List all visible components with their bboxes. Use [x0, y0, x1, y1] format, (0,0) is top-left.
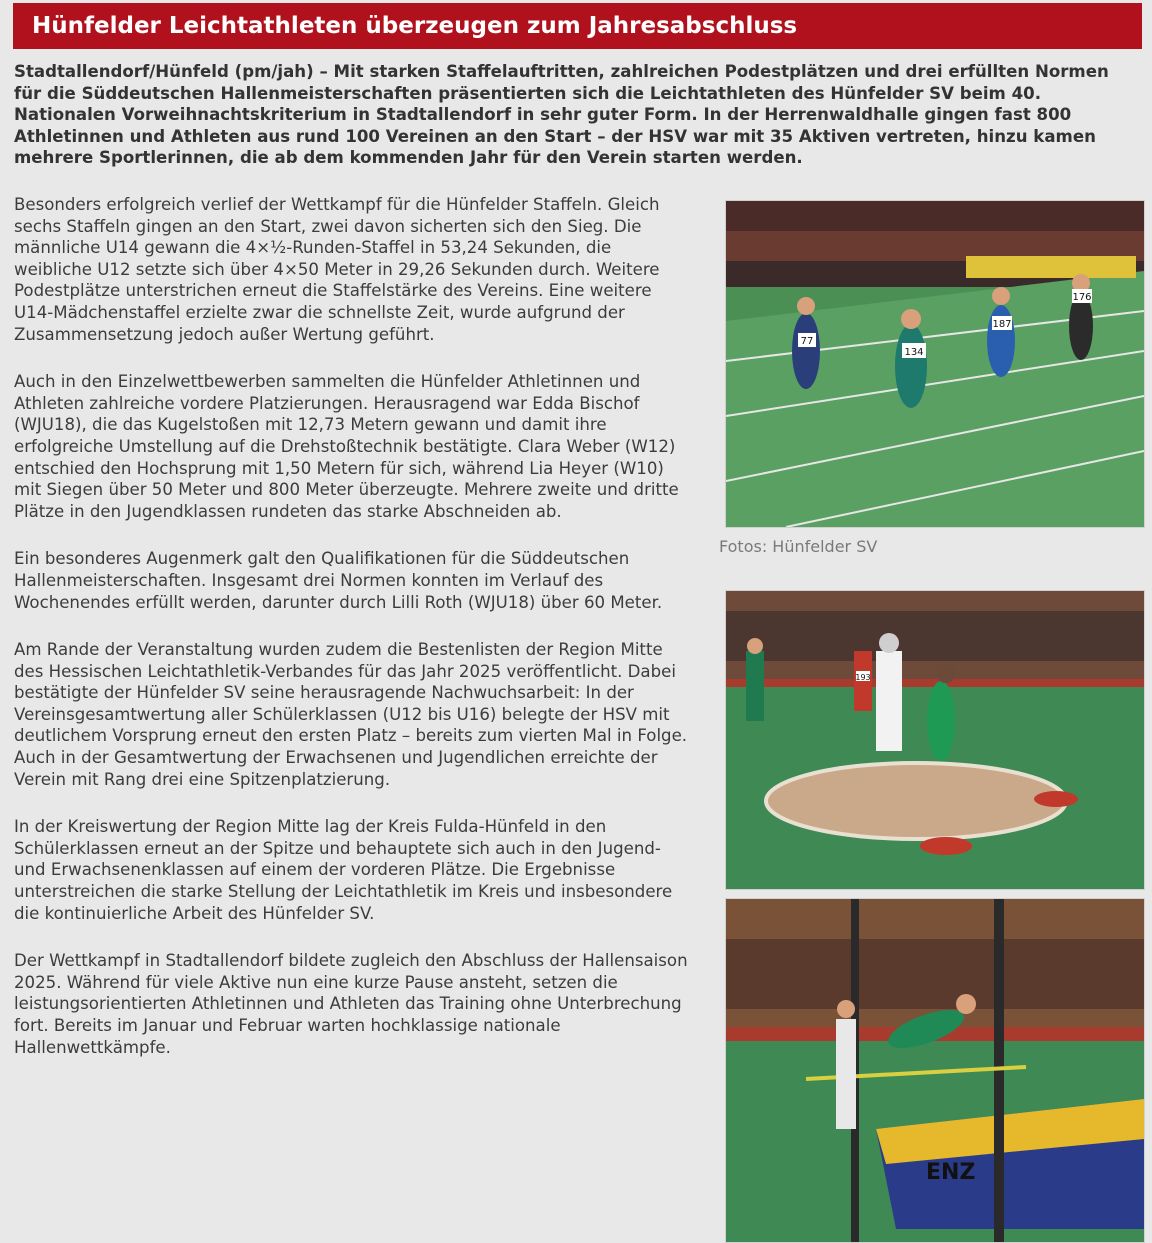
bib-number-2: 134	[904, 347, 924, 358]
photo-caption: Fotos: Hünfelder SV	[719, 537, 878, 556]
paragraph-best-lists: Am Rande der Veranstaltung wurden zudem die Bestenlisten der Region Mitte des Hessischen Leichtathletik-Verbandes für das Jahr 2025 veröffentlicht. Dabei bestätigte der Hünfelder SV seine herausragende Nachwuchsarbeit: In der Vereinsgesamtwertung aller Schülerklassen (U12 bis U16) belegte der HSV mit deutlichem Vorsprung erneut den ersten Platz – bereits zum vierten Mal in Folge. Auch in der Gesamtwertung der Erwachsenen und Jugendlichen erreichte der Verein mit Rang drei eine Spitzenplatzierung.	[14, 640, 688, 789]
photo-sprint-race[interactable]	[725, 200, 1145, 528]
article-headline: Hünfelder Leichtathleten überzeugen zum Jahresabschluss	[13, 3, 1142, 49]
bib-number-4: 176	[1072, 292, 1092, 303]
bib-number-1: 77	[800, 336, 814, 347]
paragraph-district: In der Kreiswertung der Region Mitte lag der Kreis Fulda-Hünfeld in den Schülerklassen erneut an der Spitze und behauptete sich auch in den Jugend- und Erwachsenenklassen auf einem der vorderen Plätze. Die Ergebnisse unterstreichen die starke Stellung der Leichtathletik im Kreis und insbesondere die kontinuierliche Arbeit des Hünfelder SV.	[14, 817, 673, 923]
paragraph-qualifications: Ein besonderes Augenmerk galt den Qualifikationen für die Süddeutschen Hallenmeisterschaften. Insgesamt drei Normen konnten im Verlauf des Wochenendes erfüllt werden, darunter durch Lilli Roth (WJU18) über 60 Meter.	[14, 549, 663, 612]
bib-number-5: 193	[855, 673, 871, 682]
photo-high-jump[interactable]	[725, 898, 1145, 1243]
paragraph-relays: Besonders erfolgreich verlief der Wettkampf für die Hünfelder Staffeln. Gleich sechs Staffeln gingen an den Start, zwei davon sicherten sich den Sieg. Die männliche U14 gewann die 4×½-Runden-Staffel in 53,24 Sekunden, die weibliche U12 setzte sich über 4×50 Meter in 29,26 Sekunden durch. Weitere Podestplätze unterstrichen erneut die Staffelstärke des Vereins. Eine weitere U14-Mädchenstaffel erzielte zwar die schnellste Zeit, wurde aufgrund der Zusammensetzung jedoch außer Wertung geführt.	[14, 195, 660, 344]
article-body	[14, 194, 694, 1084]
article-lead: Stadtallendorf/Hünfeld (pm/jah) – Mit starken Staffelauftritten, zahlreichen Podestplätzen und drei erfüllten Normen für die Süddeutschen Hallenmeisterschaften präsentierten sich die Leichtathleten des Hünfelder SV beim 40. Nationalen Vorweihnachtskriterium in Stadtallendorf in sehr guter Form. In der Herrenwaldhalle gingen fast 800 Athletinnen und Athleten aus rund 100 Vereinen an den Start – der HSV war mit 35 Aktiven vertreten, hinzu kamen mehrere Sportlerinnen, die ab dem kommenden Jahr für den Verein starten werden.	[14, 62, 1109, 167]
bib-number-3: 187	[992, 319, 1012, 330]
photo-shot-put[interactable]	[725, 590, 1145, 890]
paragraph-season-end: Der Wettkampf in Stadtallendorf bildete zugleich den Abschluss der Hallensaison 2025. Während für viele Aktive nun eine kurze Pause ansteht, setzen die leistungsorientierten Athletinnen und Athleten das Training ohne Unterbrechung fort. Bereits im Januar und Februar warten hochklassige nationale Hallenwettkämpfe.	[14, 951, 688, 1057]
paragraph-individual: Auch in den Einzelwettbewerben sammelten die Hünfelder Athletinnen und Athleten zahlreiche vordere Platzierungen. Herausragend war Edda Bischof (WJU18), die das Kugelstoßen mit 12,73 Metern gewann und damit ihre erfolgreiche Umstellung auf die Drehstoßtechnik bestätigte. Clara Weber (W12) entschied den Hochsprung mit 1,50 Metern für sich, während Lia Heyer (W10) mit Siegen über 50 Meter und 800 Meter überzeugte. Mehrere zweite und dritte Plätze in den Jugendklassen rundeten das starke Abschneiden ab.	[14, 372, 679, 521]
mat-label: ENZ	[926, 1160, 976, 1185]
